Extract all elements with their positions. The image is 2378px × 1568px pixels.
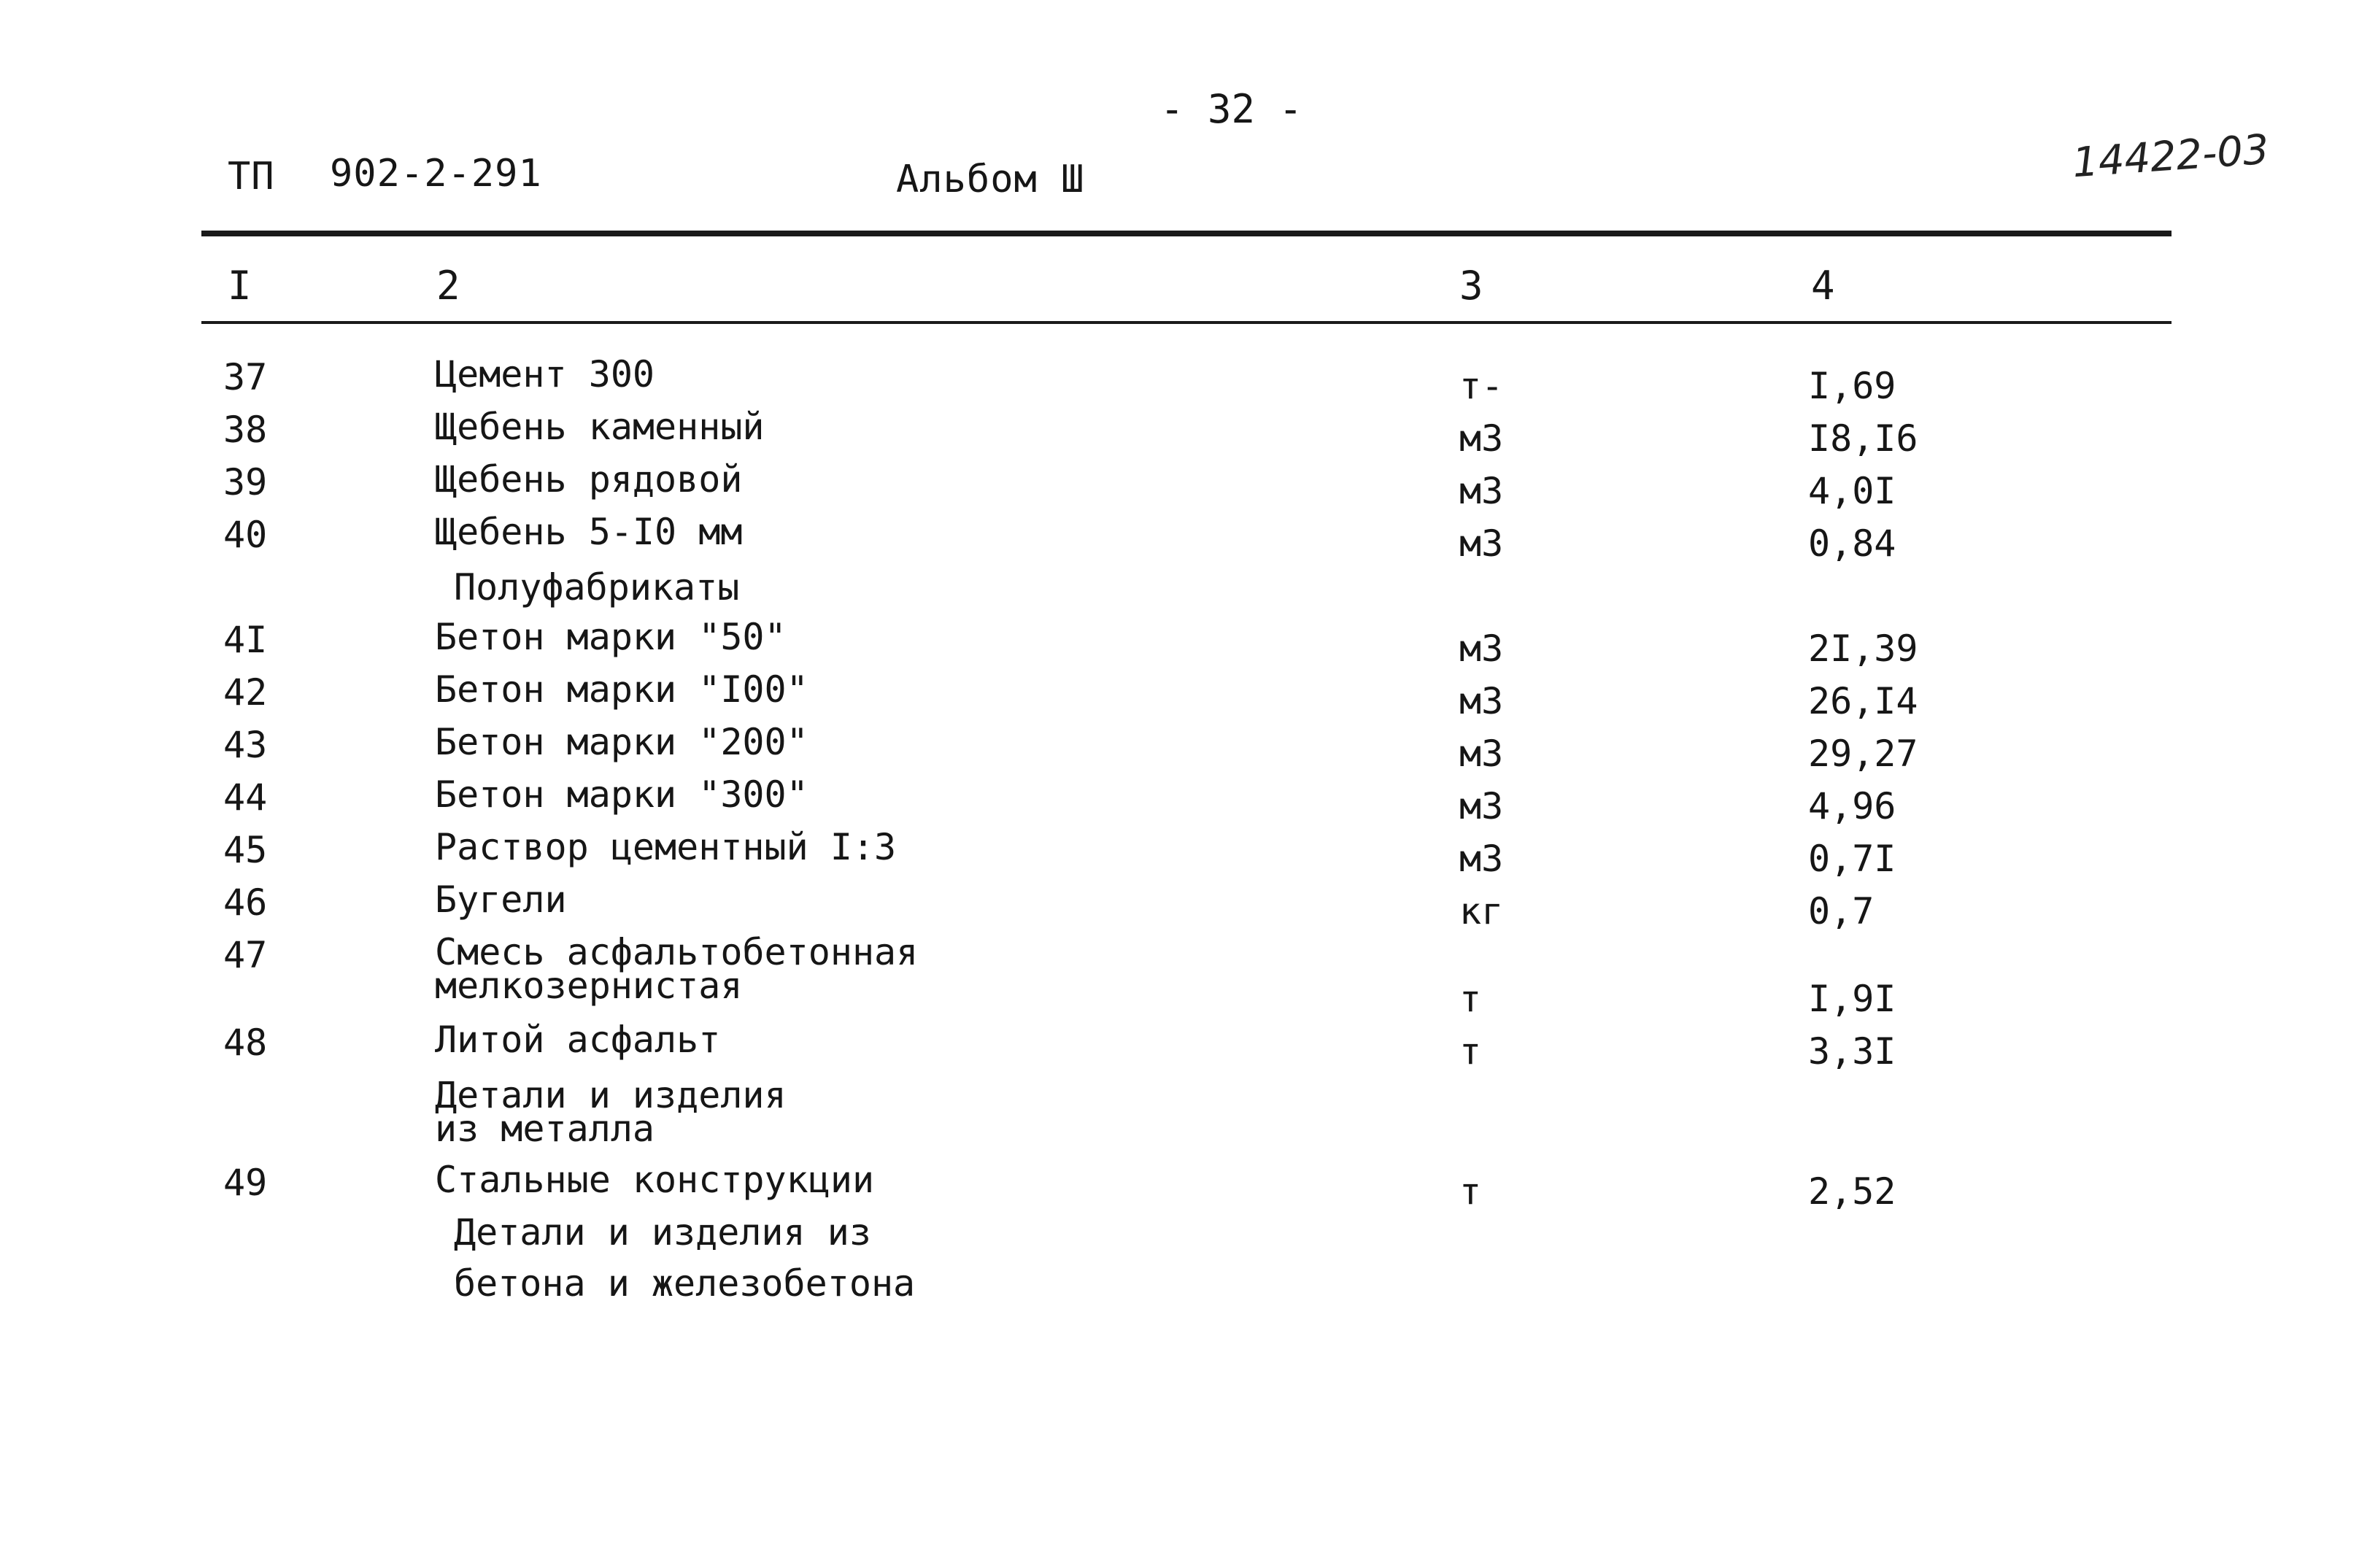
page-number: - 32 - bbox=[1160, 86, 1303, 132]
quantity: 2,52 bbox=[1808, 1170, 1896, 1213]
unit: м3 bbox=[1459, 470, 1504, 512]
row-number: 44 bbox=[223, 776, 268, 819]
row-number: 38 bbox=[223, 409, 268, 451]
unit: м3 bbox=[1459, 627, 1504, 670]
material-name: Щебень рядовой bbox=[435, 458, 743, 501]
quantity: 4,96 bbox=[1808, 785, 1896, 827]
column-header-2: 2 bbox=[436, 263, 460, 309]
row-number: 46 bbox=[223, 881, 268, 924]
top-rule bbox=[201, 231, 2172, 236]
column-header-3: 3 bbox=[1459, 263, 1483, 309]
material-name: Литой асфальт bbox=[435, 1019, 721, 1061]
material-name-line2: мелкозернистая bbox=[435, 965, 743, 1007]
material-name: Щебень каменный bbox=[435, 406, 765, 448]
quantity: 2I,39 bbox=[1808, 627, 1918, 670]
material-name: Бетон марки "50" bbox=[435, 616, 787, 658]
section-title-line2: из металла bbox=[435, 1108, 655, 1150]
row-number: 40 bbox=[223, 514, 268, 556]
unit: т bbox=[1459, 1030, 1482, 1073]
header-rule bbox=[201, 321, 2172, 324]
row-number: 49 bbox=[223, 1162, 268, 1204]
unit: м3 bbox=[1459, 522, 1504, 565]
quantity: I,9I bbox=[1808, 978, 1896, 1020]
unit: т bbox=[1459, 1170, 1482, 1213]
column-header-4: 4 bbox=[1811, 263, 1835, 309]
quantity: 0,7 bbox=[1808, 890, 1875, 932]
unit: т bbox=[1459, 978, 1482, 1020]
unit: кг bbox=[1459, 890, 1504, 932]
row-number: 47 bbox=[223, 934, 268, 976]
row-number: 48 bbox=[223, 1021, 268, 1064]
unit: м3 bbox=[1459, 733, 1504, 775]
row-number: 45 bbox=[223, 829, 268, 871]
row-number: 37 bbox=[223, 356, 268, 398]
material-name: Щебень 5-I0 мм bbox=[435, 511, 743, 553]
document-prefix: ТП bbox=[228, 155, 275, 198]
quantity: 3,3I bbox=[1808, 1030, 1896, 1073]
quantity: 0,84 bbox=[1808, 522, 1896, 565]
quantity: 26,I4 bbox=[1808, 680, 1918, 722]
section-title: Детали и изделия из bbox=[454, 1211, 871, 1254]
material-name: Раствор цементный I:3 bbox=[435, 826, 897, 868]
row-number: 42 bbox=[223, 671, 268, 714]
section-title: Детали и изделия bbox=[435, 1074, 787, 1116]
column-header-1: I bbox=[228, 263, 252, 309]
quantity: 0,7I bbox=[1808, 838, 1896, 880]
quantity: I,69 bbox=[1808, 365, 1896, 407]
material-name: Цемент 300 bbox=[435, 353, 655, 395]
unit: м3 bbox=[1459, 680, 1504, 722]
row-number: 43 bbox=[223, 724, 268, 766]
unit: т- bbox=[1459, 365, 1504, 407]
album-label: Альбом Ш bbox=[896, 158, 1085, 201]
material-name: Бетон марки "300" bbox=[435, 773, 808, 816]
material-name: Стальные конструкции bbox=[435, 1159, 875, 1201]
material-name: Смесь асфальтобетонная bbox=[435, 931, 919, 973]
unit: м3 bbox=[1459, 838, 1504, 880]
unit: м3 bbox=[1459, 785, 1504, 827]
quantity: 29,27 bbox=[1808, 733, 1918, 775]
row-number: 39 bbox=[223, 461, 268, 503]
handwritten-stamp: 14422-03 bbox=[2071, 125, 2271, 188]
quantity: 4,0I bbox=[1808, 470, 1896, 512]
row-number: 4I bbox=[223, 619, 268, 661]
section-title: бетона и железобетона bbox=[454, 1262, 916, 1305]
quantity: I8,I6 bbox=[1808, 417, 1918, 460]
material-name: Бетон марки "I00" bbox=[435, 668, 808, 711]
unit: м3 bbox=[1459, 417, 1504, 460]
document-number: 902-2-291 bbox=[330, 152, 542, 196]
material-name: Бугели bbox=[435, 878, 567, 921]
material-name: Бетон марки "200" bbox=[435, 721, 808, 763]
section-title: Полуфабрикаты bbox=[454, 566, 740, 609]
